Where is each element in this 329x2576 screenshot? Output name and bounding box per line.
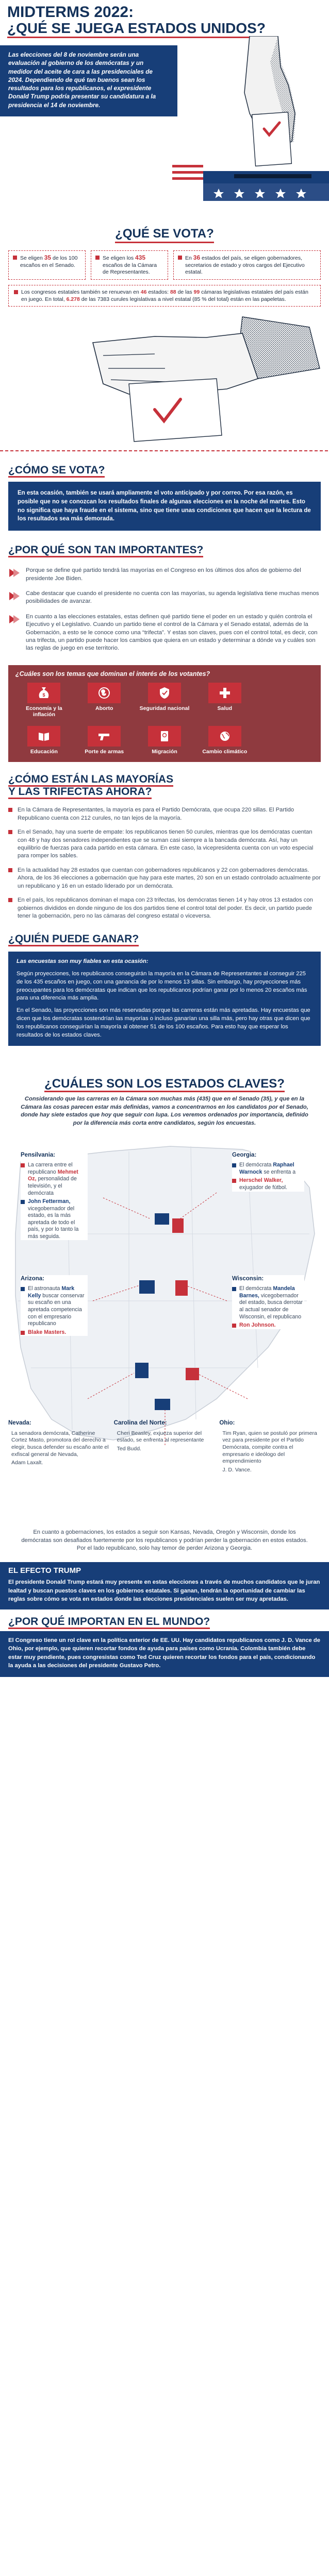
state-card-nevada: Nevada: La senadora demócrata, Catherine Cortez Masto, promotora del derecho a elegir, busca defender su escaño ante el exfiscal general de Nevada, Adam Laxalt. bbox=[8, 1419, 109, 1466]
arrow-icon bbox=[8, 590, 21, 602]
red-square-icon bbox=[8, 808, 12, 812]
gun-icon bbox=[97, 729, 111, 743]
arrow-icon bbox=[8, 567, 21, 579]
what-is-voted-title: ¿QUÉ SE VOTA? bbox=[0, 227, 329, 241]
swing-states-map bbox=[0, 1131, 329, 1522]
swing-states-title: ¿CUÁLES SON LOS ESTADOS CLAVES? bbox=[0, 1077, 329, 1091]
candidate-name: Mandela Barnes, bbox=[239, 1285, 295, 1299]
swing-states-intro: Considerando que las carreras en la Cámara son muchas más (435) que en el Senado (35), y que en la Cámara las cosas parecen estar más definidas, vamos a concentrarnos en los candidatos por el Senado, donde hay siete estados que hoy que seguir con lupa. Los veremos ordenados por importancia, definido por la diferencia más corta entre candidatos, según los encuestas. bbox=[21, 1095, 308, 1126]
how-to-vote-text: En esta ocasión, también se usará ampliamente el voto anticipado y por correo. Por esa razón, es posible que no se conozcan los resultados finales de algunas elecciones en la noche del martes. Esto no significa que haya fraude en el sistema, sino que tiene unas condiciones que hacen que la lectura de los resultados sea más demorada. bbox=[8, 482, 321, 531]
issues-heading: ¿Cuáles son los temas que dominan el interés de los votantes? bbox=[15, 670, 210, 677]
book-icon bbox=[37, 729, 51, 743]
hand-ballot-illustration-area bbox=[0, 307, 329, 456]
candidate-name: Cheri Beasley, bbox=[117, 1430, 152, 1436]
state-card-wisconsin: Wisconsin: El demócrata Mandela Barnes, vicegobernador del estado, busca derrotar al actual senador de Wisconsin, el republicano Ron Johnson. bbox=[232, 1275, 304, 1329]
fetus-icon bbox=[97, 686, 111, 700]
governors-note: En cuanto a gobernaciones, los estados a seguir son Kansas, Nevada, Oregón y Wisconsin, donde los demócratas son desafiados fuertemente por los republicanos y podrían perder la gobernación en estos estados. Por el lado republicano, solo hay temor de perder Arizona y Georgia. bbox=[21, 1529, 308, 1552]
why-important-section bbox=[0, 544, 329, 653]
swing-states-section bbox=[0, 1077, 329, 1553]
trump-effect-title: EL EFECTO TRUMP bbox=[8, 1566, 81, 1575]
passport-icon bbox=[157, 729, 172, 743]
hand-dropping-ballot-illustration bbox=[0, 307, 329, 456]
candidate-name: Mehmet Oz, bbox=[28, 1168, 78, 1182]
win-paragraph-2: En el Senado, las proyecciones son más reservadas porque las carreras están más apretadas. Hay encuestas que dicen que los demócratas sostendrían las mayorías o incluso ganarían una silla más, pero hay otras que dicen que los republicanos conseguirían la mayoría al obtener 51 de los 100 escaños. Para esto hay que esperar los resultados de los estados claves. bbox=[17, 1007, 310, 1039]
list-item: Cabe destacar que cuando el presidente no cuenta con las mayorías, su agenda legislativa tiene muchas menos posibilidades de avanzar. bbox=[8, 590, 321, 606]
issue-climate: Cambio climático bbox=[196, 726, 253, 755]
trifectas-section bbox=[0, 773, 329, 921]
list-item: En la actualidad hay 28 estados que cuentan con gobernadores republicanos y 22 con gobernadores demócratas. Ahora, de los 36 elecciones a gobernación que hay para este martes, 20 son en un estado controlado actualmente por un republicano y 16 en un estado liderado por un demócrata. bbox=[8, 867, 321, 890]
who-can-win-section bbox=[0, 933, 329, 1046]
issue-security: Seguridad nacional bbox=[136, 683, 193, 718]
state-card-pennsylvania: Pensilvania: La carrera entre el republicano Mehmet Oz, personalidad de televisión, y el demócrata John Fetterman, vicegobernador del estado, es la más apretada de todo el país, y por lo tanto la más seguida. bbox=[21, 1151, 88, 1241]
who-can-win-title: ¿QUIÉN PUEDE GANAR? bbox=[0, 933, 329, 945]
trump-effect-text: El presidente Donald Trump estará muy presente en estas elecciones a través de muchos candidatos que le juran lealtad y buscan puestos claves en los gobiernos estatales. Si ganan, tendrán la oportunidad de cambiar las reglas sobre cómo se vota en estados donde las elecciones presidenciales suelen ser muy apretadas. bbox=[8, 1579, 320, 1602]
title-line-1: MIDTERMS 2022: bbox=[7, 4, 134, 21]
why-important-title: ¿POR QUÉ SON TAN IMPORTANTES? bbox=[0, 544, 329, 556]
issues-grid bbox=[15, 683, 314, 755]
issue-placeholder bbox=[256, 683, 314, 718]
candidate-name: Ted Budd. bbox=[117, 1445, 141, 1452]
republican-marker-icon bbox=[232, 1324, 236, 1328]
hero-intro-text: Las elecciones del 8 de noviembre serán una evaluación al gobierno de los demócratas y un medidor del aceite de cara a las presidenciales de 2024. Dependiendo de qué tan buenos sean los resultados para los republicanos, el expresidente Donald Trump podría presentar su candidatura a la presidencia el 14 de noviembre. bbox=[0, 45, 177, 116]
candidate-name: Raphael Warnock bbox=[239, 1162, 294, 1175]
stat-row bbox=[8, 250, 321, 280]
republican-marker-icon bbox=[21, 1331, 25, 1335]
candidate-name: Adam Laxalt. bbox=[11, 1460, 43, 1466]
state-card-arizona: Arizona: El astronauta Mark Kelly buscar conservar su escaño en una apretada competencia con el empresario republicano Blake Masters. bbox=[21, 1275, 88, 1336]
state-legislatures-stat-box: Los congresos estatales también se renuevan en 46 estados: 88 de las 99 cámaras legislativas estatales del país están en juego. En total, 6.278 de las 7383 curules legislativas a nivel estatal (85 % del total) están en las papeletas. bbox=[8, 285, 321, 307]
ballot-box-hand-illustration bbox=[172, 36, 329, 201]
trifectas-list bbox=[0, 798, 329, 920]
shield-icon bbox=[157, 686, 172, 700]
candidate-name: Blake Masters. bbox=[28, 1329, 67, 1335]
title-line-2: ¿QUÉ SE JUEGA ESTADOS UNIDOS? bbox=[7, 21, 266, 38]
vote-stats-section bbox=[0, 250, 329, 307]
house-stat-box: Se eligen los 435 escaños de la Cámara de Representantes. bbox=[91, 250, 168, 280]
medical-cross-icon bbox=[218, 686, 232, 700]
trifectas-title: ¿CÓMO ESTÁN LAS MAYORÍAS Y LAS TRIFECTAS AHORA? bbox=[0, 773, 329, 798]
red-square-icon bbox=[8, 830, 12, 834]
red-square-icon bbox=[178, 256, 182, 260]
democrat-marker-icon bbox=[232, 1287, 236, 1291]
world-importance-text: El Congreso tiene un rol clave en la política exterior de EE. UU. Hay candidatos republicanos como J. D. Vance de Ohio, por ejemplo, que quieren recortar fondos de ayuda para países como Ucrania. Colombia también debe estar muy pendiente, pues congresistas como Ted Cruz quieren recortar los fondos para el país, condicionando la ayuda a las decisiones del presidente Gustavo Petro. bbox=[0, 1631, 329, 1677]
who-can-win-box bbox=[8, 952, 321, 1046]
candidate-name: Mark Kelly bbox=[28, 1285, 75, 1299]
list-item: En cuanto a las elecciones estatales, estas definen qué partido tiene el poder en un estado y quién controla el Ejecutivo y el Legislativo. Cuando un partido tiene el control de la Cámara y el Senado estatal, además de la Gobernación, a esto se le conoce como una “trifecta”. Y estas son claves, pues con el control total, es decir, con una trifecta, un partido puede hacer los cambios que quiera en un estado y determinar a dónde va y cuáles son las reglas de juego en ese territorio. bbox=[8, 613, 321, 653]
candidate-name: Tim Ryan, bbox=[222, 1430, 247, 1436]
state-card-north-carolina: Carolina del Norte: Cheri Beasley, exjueza superior del estado, se enfrenta al representante Ted Budd. bbox=[113, 1419, 204, 1452]
issues-panel bbox=[8, 665, 321, 762]
why-important-list bbox=[0, 556, 329, 653]
world-importance-section bbox=[0, 1616, 329, 1677]
money-bag-icon bbox=[37, 686, 51, 700]
world-importance-title: ¿POR QUÉ IMPORTAN EN EL MUNDO? bbox=[0, 1616, 329, 1628]
win-paragraph-1: Según proyecciones, los republicanos conseguirán la mayoría en la Cámara de Representantes al conseguir 225 de los 435 escaños en juego, con una ganancia de por lo menos 13 sillas. Sin embargo, hay proyecciones más preocupantes para los demócratas que indican que los republicanos podrían ganar por lo menos 20 escaños más para una diferencia más amplia. bbox=[17, 970, 307, 1002]
candidate-name: John Fetterman, bbox=[28, 1198, 71, 1205]
bottom-state-cards bbox=[0, 1419, 329, 1474]
governors-stat-box: En 36 estados del país, se eligen gobernadores, secretarios de estado y otros cargos del Ejecutivo estatal. bbox=[173, 250, 321, 280]
red-square-icon bbox=[14, 290, 18, 294]
democrat-marker-icon bbox=[21, 1287, 25, 1291]
candidate-name: J. D. Vance. bbox=[222, 1466, 252, 1473]
state-card-ohio: Ohio: Tim Ryan, quien se postuló por primera vez para presidente por el Partido Demócrata, compite contra el empresario e ideólogo del emprendimiento J. D. Vance. bbox=[219, 1419, 317, 1473]
issue-education: Educación bbox=[15, 726, 73, 755]
win-lead: Las encuestas son muy fiables en esta ocasión: bbox=[17, 958, 149, 964]
house-seat-count: 435 bbox=[135, 254, 146, 261]
trump-effect-section bbox=[0, 1562, 329, 1609]
list-item: Porque se define qué partido tendrá las mayorías en el Congreso en los últimos dos años de gobierno del presidente Joe Biden. bbox=[8, 567, 321, 583]
issue-health: Salud bbox=[196, 683, 253, 718]
how-to-vote-title: ¿CÓMO SE VOTA? bbox=[0, 464, 329, 477]
red-square-icon bbox=[8, 868, 12, 872]
red-square-icon bbox=[8, 898, 12, 902]
democrat-marker-icon bbox=[21, 1200, 25, 1204]
issue-abortion: Aborto bbox=[76, 683, 133, 718]
candidate-name: Herschel Walker, bbox=[239, 1177, 283, 1184]
list-item: En el Senado, hay una suerte de empate: los republicanos tienen 50 curules, mientras que los demócratas cuentan con 48 y hay dos senadores independientes que se suman casi siempre a la bancada demócrata. Así, hay un equilibrio de fuerzas para cada partido en esta cámara. En este caso, la vicepresidenta cuenta con un voto especial para romper los sables. bbox=[8, 828, 321, 860]
arrow-icon bbox=[8, 613, 21, 625]
page-title bbox=[7, 4, 266, 38]
democrat-marker-icon bbox=[232, 1163, 236, 1167]
how-to-vote-section bbox=[0, 464, 329, 531]
senate-seat-count: 35 bbox=[44, 254, 52, 261]
republican-marker-icon bbox=[232, 1179, 236, 1183]
senate-stat-box: Se eligen 35 de los 100 escaños en el Senado. bbox=[8, 250, 86, 280]
issue-migration: Migración bbox=[136, 726, 193, 755]
republican-marker-icon bbox=[21, 1163, 25, 1167]
red-square-icon bbox=[95, 256, 100, 260]
red-square-icon bbox=[13, 256, 17, 260]
candidate-name: Ron Johnson. bbox=[239, 1322, 276, 1329]
issues-section bbox=[0, 665, 329, 762]
issue-economy: $ Economía y la inflación bbox=[15, 683, 73, 718]
governor-state-count: 36 bbox=[193, 254, 201, 261]
candidate-name: Catherine Cortez Masto, bbox=[11, 1430, 95, 1444]
issue-guns: Porte de armas bbox=[76, 726, 133, 755]
hero-section bbox=[0, 0, 329, 250]
state-card-georgia: Georgia: El demócrata Raphael Warnock se enfrenta a Herschel Walker, exjugador de fútbol. bbox=[232, 1151, 304, 1192]
list-item: En la Cámara de Representantes, la mayoría es para el Partido Demócrata, que ocupa 220 sillas. El Partido Republicano cuenta con 212 curules, no tan lejos de la mayoría. bbox=[8, 806, 321, 822]
svg-text:$: $ bbox=[42, 692, 45, 698]
planet-icon bbox=[218, 729, 232, 743]
list-item: En el país, los republicanos dominan el mapa con 23 trifectas, los demócratas tienen 14 y hay otros 13 estados con gobiernos divididos en donde ninguno de los dos partidos tiene el control total del poder. Es decir, un partido puede tener la gobernación, pero no las cámaras del congreso estatal o viceversa. bbox=[8, 896, 321, 920]
